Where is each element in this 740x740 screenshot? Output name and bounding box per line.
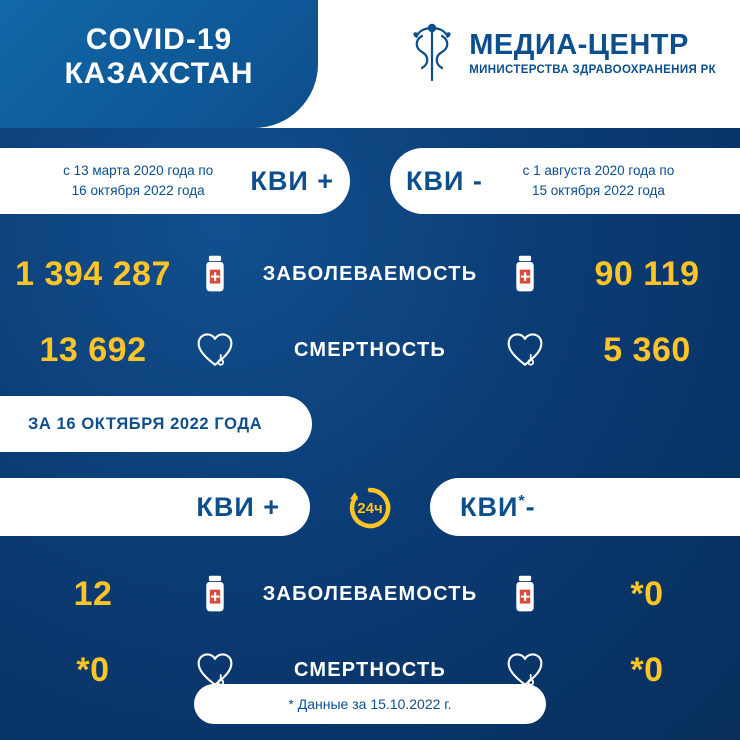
day-banner — [0, 396, 312, 452]
daily-mortality-positive: *0 — [76, 650, 110, 689]
cumulative-incidence-positive: 1 394 287 — [15, 254, 171, 293]
row-label-mortality: СМЕРТНОСТЬ — [293, 658, 446, 681]
poster-header — [0, 0, 740, 128]
vaccine-bottle-icon — [496, 254, 554, 294]
svg-text:24ч: 24ч — [357, 500, 383, 517]
title-line-1: COVID-19 — [85, 22, 233, 56]
period-left-date — [26, 161, 250, 200]
brand-block — [409, 22, 716, 84]
period-right-date-line1: с 1 августа 2020 года по — [522, 163, 675, 179]
cumulative-mortality-positive: 13 692 — [39, 330, 147, 369]
heart-pulse-icon — [496, 652, 554, 688]
period-left-panel — [0, 148, 350, 214]
footnote — [194, 684, 546, 724]
kvi-positive-label: КВИ + — [250, 165, 334, 196]
table-row — [0, 556, 740, 632]
caduceus-icon — [409, 22, 455, 84]
period-row — [0, 148, 740, 218]
daily-kvi-positive-panel — [0, 478, 310, 536]
vaccine-bottle-icon — [496, 574, 554, 614]
daily-kvi-negative-panel — [430, 478, 740, 536]
heart-pulse-icon — [496, 332, 554, 368]
title-line-2: КАЗАХСТАН — [64, 57, 254, 90]
24h-clock-icon — [346, 484, 394, 532]
day-banner-text: ЗА 16 ОКТЯБРЯ 2022 ГОДА — [28, 414, 263, 433]
cumulative-mortality-negative: 5 360 — [603, 330, 691, 369]
daily-header-row — [0, 478, 740, 540]
vaccine-bottle-icon — [186, 254, 244, 294]
asterisk-marker: * — [518, 492, 526, 510]
brand-text — [469, 30, 716, 77]
table-row — [0, 312, 740, 388]
period-left-date-line2: 16 октября 2022 года — [71, 183, 205, 198]
daily-incidence-negative: *0 — [630, 574, 664, 613]
brand-subtitle: МИНИСТЕРСТВА ЗДРАВООХРАНЕНИЯ РК — [469, 64, 716, 77]
daily-kvi-negative-label — [460, 492, 536, 523]
row-label-incidence: ЗАБОЛЕВАЕМОСТЬ — [262, 582, 478, 605]
table-row — [0, 236, 740, 312]
period-right-date-line2: 15 октября 2022 года — [531, 183, 665, 198]
poster-title — [0, 0, 318, 128]
daily-kvi-positive-label: КВИ + — [196, 491, 280, 522]
daily-mortality-negative: *0 — [630, 650, 664, 689]
heart-pulse-icon — [186, 332, 244, 368]
heart-pulse-icon — [186, 652, 244, 688]
kvi-negative-label: КВИ - — [406, 165, 483, 196]
row-label-mortality: СМЕРТНОСТЬ — [293, 338, 446, 361]
daily-kvi-negative-text: КВИ — [460, 491, 519, 522]
cumulative-incidence-negative: 90 119 — [594, 254, 700, 293]
vaccine-bottle-icon — [186, 574, 244, 614]
period-right-panel — [390, 148, 740, 214]
period-right-date — [483, 161, 714, 200]
brand-name: МЕДИА-ЦЕНТР — [469, 28, 689, 61]
cumulative-stats — [0, 236, 740, 388]
period-left-date-line1: с 13 марта 2020 года по — [63, 163, 214, 179]
daily-incidence-positive: 12 — [73, 574, 113, 613]
footnote-text: * Данные за 15.10.2022 г. — [288, 696, 452, 712]
row-label-incidence: ЗАБОЛЕВАЕМОСТЬ — [262, 262, 478, 285]
daily-kvi-negative-minus: - — [525, 491, 536, 522]
